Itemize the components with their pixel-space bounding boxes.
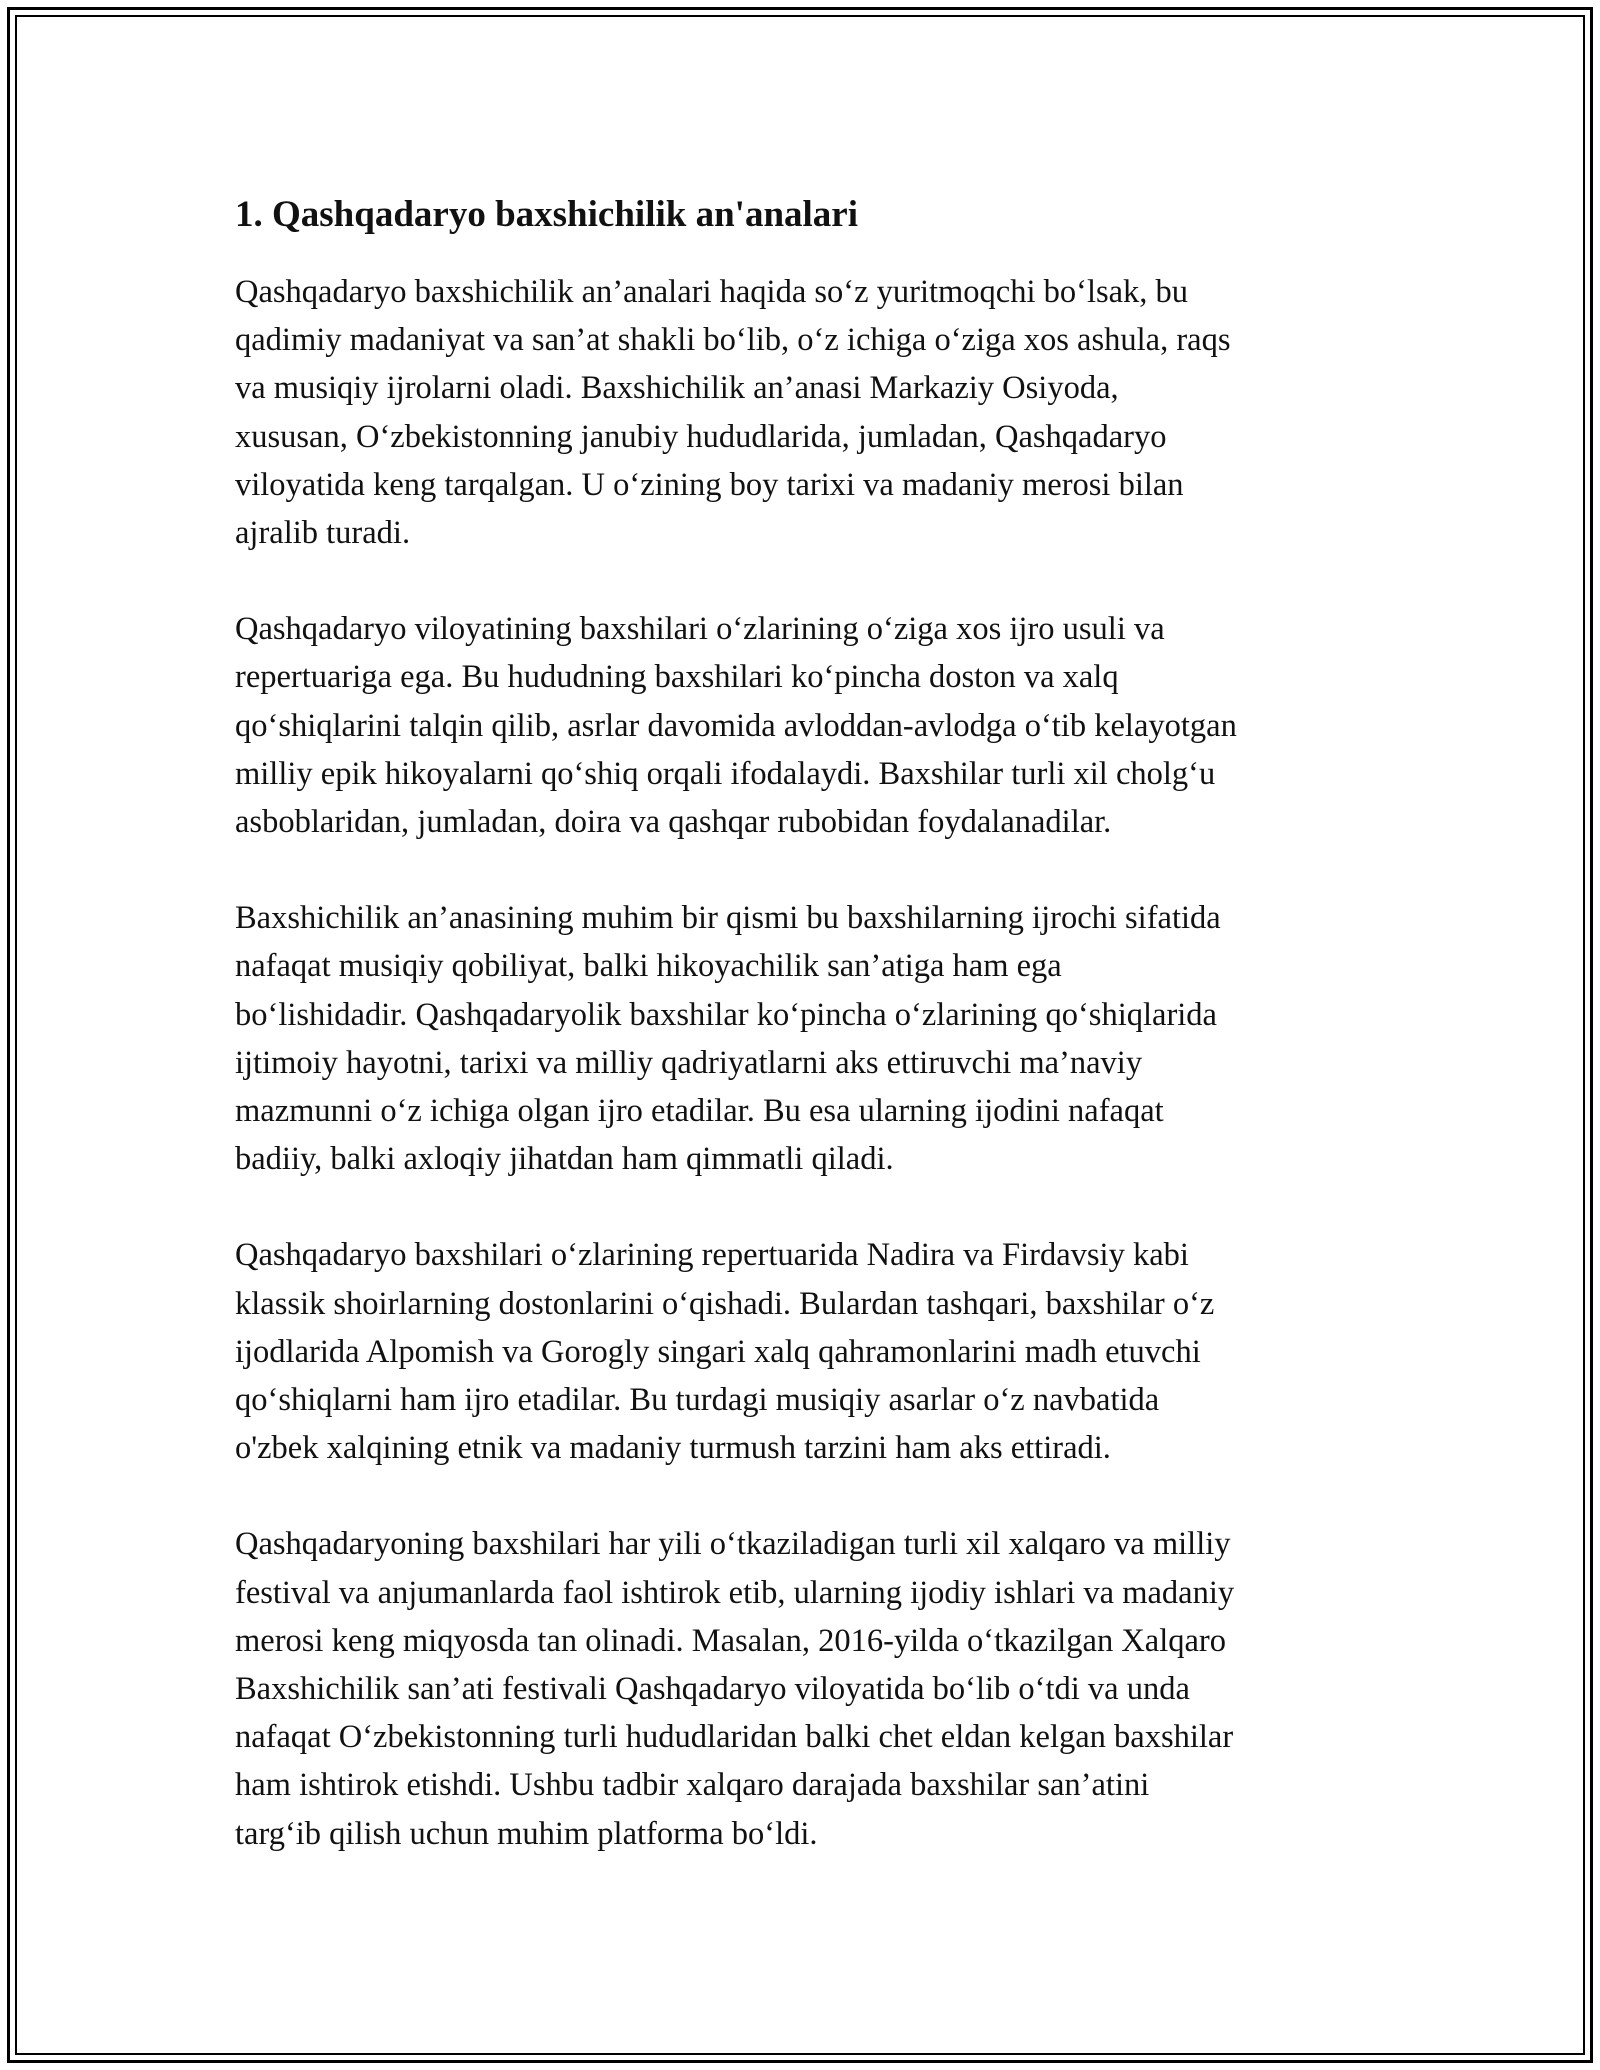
text-line: ham ishtirok etishdi. Ushbu tadbir xalqaro darajada baxshilar san’atini xyxy=(235,1767,1150,1804)
text-line: bo‘lishidadir. Qashqadaryolik baxshilar ko‘pincha o‘zlarining qo‘shiqlarida xyxy=(235,996,1217,1033)
text-line: Qashqadaryo viloyatining baxshilari o‘zlarining o‘ziga xos ijro usuli va xyxy=(235,611,1165,648)
paragraph-3 xyxy=(235,894,1375,1183)
text-line: Qashqadaryo baxshichilik an’analari haqida so‘z yuritmoqchi bo‘lsak, bu xyxy=(235,274,1189,310)
text-line: Baxshichilik san’ati festivali Qashqadaryo viloyatida bo‘lib o‘tdi va unda xyxy=(235,1671,1190,1708)
paragraph-4 xyxy=(235,1231,1375,1472)
text-line: qo‘shiqlarni ham ijro etadilar. Bu turdagi musiqiy asarlar o‘z navbatida xyxy=(235,1382,1160,1419)
text-line: viloyatida keng tarqalgan. U o‘zining boy tarixi va madaniy merosi bilan xyxy=(235,466,1184,503)
text-line: asboblaridan, jumladan, doira va qashqar rubobidan foydalanadilar. xyxy=(235,804,1112,841)
text-line: xususan, O‘zbekistonning janubiy hududlarida, jumladan, Qashqadaryo xyxy=(235,418,1167,455)
text-line: nafaqat musiqiy qobiliyat, balki hikoyachilik san’atiga ham ega xyxy=(235,948,1062,985)
text-line: o'zbek xalqining etnik va madaniy turmush tarzini ham aks ettiradi. xyxy=(235,1430,1111,1467)
paragraph-2 xyxy=(235,605,1375,846)
text-line: merosi keng miqyosda tan olinadi. Masalan, 2016-yilda o‘tkazilgan Xalqaro xyxy=(235,1622,1226,1659)
text-line: Baxshichilik an’anasining muhim bir qismi bu baxshilarning ijrochi sifatida xyxy=(235,900,1221,937)
text-line: repertuariga ega. Bu hududning baxshilari ko‘pincha doston va xalq xyxy=(235,659,1119,696)
text-line: ajralib turadi. xyxy=(235,515,411,552)
text-line: Qashqadaryoning baxshilari har yili o‘tkaziladigan turli xil xalqaro va milliy xyxy=(235,1526,1231,1563)
document-body xyxy=(235,188,1375,1858)
text-line: mazmunni o‘z ichiga olgan ijro etadilar. Bu esa ularning ijodini nafaqat xyxy=(235,1093,1164,1130)
text-line: milliy epik hikoyalarni qo‘shiq orqali ifodalaydi. Baxshilar turli xil cholg‘u xyxy=(235,755,1216,792)
text-line: va musiqiy ijrolarni oladi. Baxshichilik an’anasi Markaziy Osiyoda, xyxy=(235,370,1119,407)
text-line: qadimiy madaniyat va san’at shakli bo‘lib, o‘z ichiga o‘ziga xos ashula, raqs xyxy=(235,322,1231,359)
text-line: badiiy, balki axloqiy jihatdan ham qimmatli qiladi. xyxy=(235,1141,894,1178)
text-line: festival va anjumanlarda faol ishtirok etib, ularning ijodiy ishlari va madaniy xyxy=(235,1574,1235,1611)
text-line: klassik shoirlarning dostonlarini o‘qishadi. Bulardan tashqari, baxshilar o‘z xyxy=(235,1285,1215,1322)
text-line: Qashqadaryo baxshilari o‘zlarining repertuarida Nadira va Firdavsiy kabi xyxy=(235,1237,1189,1274)
section-heading: 1. Qashqadaryo baxshichilik an'analari xyxy=(235,194,859,235)
paragraph-5 xyxy=(235,1520,1375,1857)
text-line: ijtimoiy hayotni, tarixi va milliy qadriyatlarni aks ettiruvchi ma’naviy xyxy=(235,1044,1143,1081)
text-line: targ‘ib qilish uchun muhim platforma bo‘ldi. xyxy=(235,1815,818,1852)
text-line: nafaqat O‘zbekistonning turli hududlaridan balki chet eldan kelgan baxshilar xyxy=(235,1719,1234,1756)
text-line: ijodlarida Alpomish va Gorogly singari xalq qahramonlarini madh etuvchi xyxy=(235,1333,1201,1370)
text-line: qo‘shiqlarini talqin qilib, asrlar davomida avloddan-avlodga o‘tib kelayotgan xyxy=(235,707,1237,744)
paragraph-1 xyxy=(235,268,1375,557)
